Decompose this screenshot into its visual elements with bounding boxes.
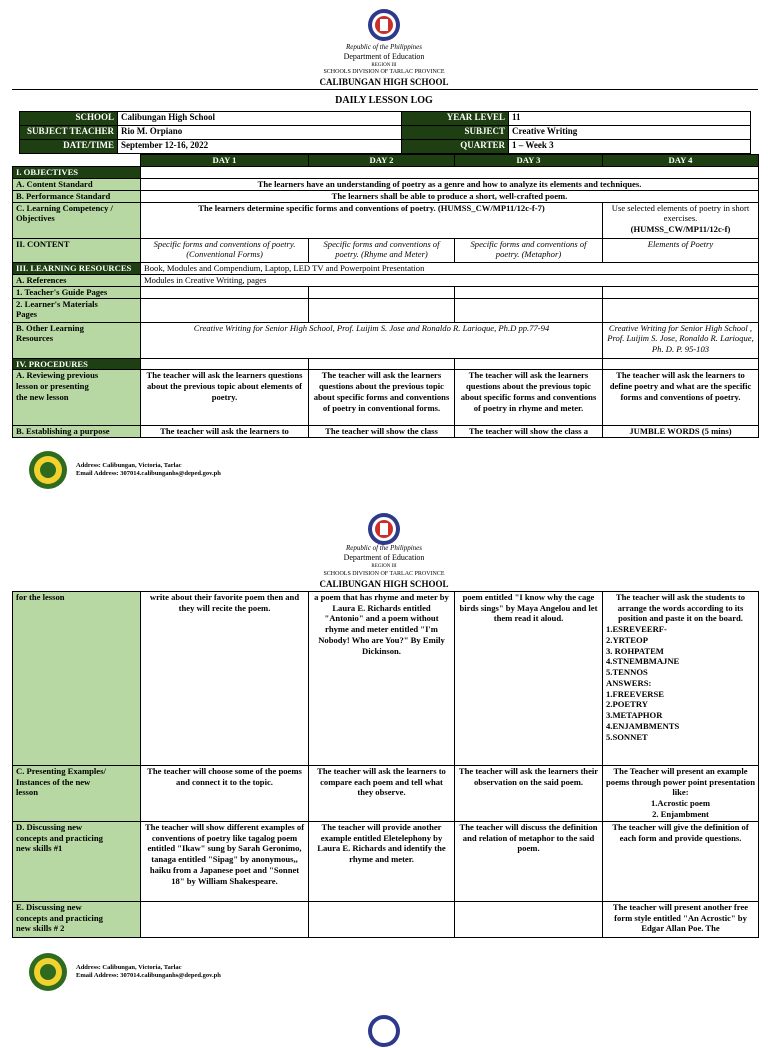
content-standard-value: The learners have an understanding of poetry as a genre and how to analyze its elements and techniques. bbox=[141, 178, 759, 190]
establishing-purpose-label-cont: for the lesson bbox=[13, 592, 141, 766]
reviewing-day-2: The teacher will ask the learners questions about the previous topic about specific forms and conventions of poetry in conventional forms. bbox=[309, 370, 455, 426]
purpose-day-1: The teacher will ask the learners to bbox=[141, 426, 309, 438]
discussing-1-day-2: The teacher will provide another example entitled Eletelephony by Laura E. Richards and identify the rhyme and meter. bbox=[309, 822, 455, 902]
teacher-value: Rio M. Orpiano bbox=[118, 126, 402, 140]
year-value: 11 bbox=[509, 112, 751, 126]
purpose-day-3: The teacher will show the class a bbox=[455, 426, 603, 438]
footer-page-2 bbox=[28, 952, 221, 997]
lesson-table-page-1 bbox=[12, 154, 759, 438]
teacher-label: SUBJECT TEACHER bbox=[20, 126, 118, 140]
quarter-label: QUARTER bbox=[402, 140, 509, 154]
info-table bbox=[19, 111, 751, 154]
reviewing-day-4: The teacher will ask the learners to define poetry and what are the specific forms and conventions of poetry. bbox=[603, 370, 759, 426]
school-label: SCHOOL bbox=[20, 112, 118, 126]
presenting-examples-label: C. Presenting Examples/ Instances of the new lesson bbox=[13, 766, 141, 822]
school-logo-icon bbox=[28, 952, 68, 992]
day-4-header: DAY 4 bbox=[603, 155, 759, 167]
jumble-list: 1.ESREVEERF- 2.YRTEOP 3. ROHPATEM 4.STNEMBMAJNE 5.TENNOS bbox=[606, 624, 680, 678]
day-2-header: DAY 2 bbox=[309, 155, 455, 167]
resources-heading: III. LEARNING RESOURCES bbox=[13, 262, 141, 274]
purpose-day-4-cont: The teacher will ask the students to arrange the words according to its position and paste it on the board. 1.ESREVEERF- 2.YRTEOP 3. ROHPATEM 4.STNEMBMAJNE 5.TENNOS ANSWERS: 1.FREEVERSE 2.POETRY 3.METAPHOR 4.ENJAMBMENTS 5.SONNET bbox=[603, 592, 759, 766]
references-label: A. References bbox=[13, 274, 141, 286]
subject-label: SUBJECT bbox=[402, 126, 509, 140]
examples-day-4: The Teacher will present an example poems through power point presentation like: 1.Acrostic poem 2. Enjambment bbox=[603, 766, 759, 822]
day-3-header: DAY 3 bbox=[455, 155, 603, 167]
school-name-heading: CALIBUNGAN HIGH SCHOOL bbox=[319, 579, 449, 589]
quarter-value: 1 – Week 3 bbox=[509, 140, 751, 154]
division-text: SCHOOLS DIVISION OF TARLAC PROVINCE bbox=[323, 69, 445, 75]
deped-seal-icon bbox=[367, 8, 401, 42]
other-resources-day-4: Creative Writing for Senior High School , Prof. Luijim S. Jose, Ronaldo R. Larioque, Ph. D. P. 95-103 bbox=[603, 322, 759, 358]
school-name-heading: CALIBUNGAN HIGH SCHOOL bbox=[319, 77, 449, 87]
subject-value: Creative Writing bbox=[509, 126, 751, 140]
content-day-1: Specific forms and conventions of poetry. (Conventional Forms) bbox=[141, 238, 309, 262]
deped-seal-icon-partial bbox=[367, 1014, 401, 1048]
purpose-day-4: JUMBLE WORDS (5 mins) bbox=[603, 426, 759, 438]
discussing-1-day-3: The teacher will discuss the definition and relation of metaphor to the said poem. bbox=[455, 822, 603, 902]
division-text: SCHOOLS DIVISION OF TARLAC PROVINCE bbox=[323, 571, 445, 577]
lesson-table-page-2 bbox=[12, 591, 759, 938]
discussing-1-day-1: The teacher will show different examples of conventions of poetry like tagalog poem entitled "Ikaw" sung by Sarah Geronimo, tanaga entitled "Sipag" by anonymous,, haiku from a Japanese poet and "Sonnet 18" by William Shakespeare. bbox=[141, 822, 309, 902]
page-2 bbox=[0, 510, 768, 1024]
reviewing-day-3: The teacher will ask the learners questions about the previous topic about specific forms and conventions of poetry in rhyme and meter. bbox=[455, 370, 603, 426]
discussing-1-day-4: The teacher will give the definition of each form and provide questions. bbox=[603, 822, 759, 902]
region-text: REGION III bbox=[371, 564, 397, 569]
footer-email: Email Address: 307014.calibunganhs@deped.gov.ph bbox=[76, 470, 221, 478]
purpose-day-1-cont: write about their favorite poem then and they will recite the poem. bbox=[141, 592, 309, 766]
content-day-2: Specific forms and conventions of poetry. (Rhyme and Meter) bbox=[309, 238, 455, 262]
reviewing-day-1: The teacher will ask the learners questions about the previous topic about elements of poetry. bbox=[141, 370, 309, 426]
discussing-1-label: D. Discussing new concepts and practicing new skills #1 bbox=[13, 822, 141, 902]
examples-day-1: The teacher will choose some of the poems and connect it to the topic. bbox=[141, 766, 309, 822]
performance-standard-value: The learners shall be able to produce a short, well-crafted poem. bbox=[141, 190, 759, 202]
reviewing-label: A. Reviewing previous lesson or presenting the new lesson bbox=[13, 370, 141, 426]
learners-materials-label: 2. Learner's Materials Pages bbox=[13, 298, 141, 322]
competency-day-4: Use selected elements of poetry in short exercises. (HUMSS_CW/MP11/12c-f) bbox=[603, 202, 759, 238]
school-value: Calibungan High School bbox=[118, 112, 402, 126]
other-resources-day-1-3: Creative Writing for Senior High School, Prof. Luijim S. Jose and Ronaldo R. Larioque, Ph.D pp.77-94 bbox=[141, 322, 603, 358]
performance-standard-label: B. Performance Standard bbox=[13, 190, 141, 202]
page-1 bbox=[0, 0, 768, 500]
answers-list: 1.FREEVERSE 2.POETRY 3.METAPHOR 4.ENJAMBMENTS 5.SONNET bbox=[606, 688, 680, 742]
examples-day-2: The teacher will ask the learners to compare each poem and tell what they observe. bbox=[309, 766, 455, 822]
purpose-day-3-cont: poem entitled "I know why the cage birds sings" by Maya Angelou and let them read it aloud. bbox=[455, 592, 603, 766]
deped-seal-icon bbox=[367, 512, 401, 546]
competency-day-1-3: The learners determine specific forms and conventions of poetry. (HUMSS_CW/MP11/12c-f-7) bbox=[141, 202, 603, 238]
references-value: Modules in Creative Writing, pages bbox=[141, 274, 759, 286]
content-standard-label: A. Content Standard bbox=[13, 178, 141, 190]
purpose-day-2: The teacher will show the class bbox=[309, 426, 455, 438]
day-1-header: DAY 1 bbox=[141, 155, 309, 167]
content-label: II. CONTENT bbox=[13, 238, 141, 262]
footer-address: Address: Calibungan, Victoria, Tarlac bbox=[76, 462, 182, 469]
examples-day-3: The teacher will ask the learners their observation on the said poem. bbox=[455, 766, 603, 822]
republic-text: Republic of the Philippines bbox=[345, 544, 422, 552]
content-day-3: Specific forms and conventions of poetry. (Metaphor) bbox=[455, 238, 603, 262]
footer-page-1 bbox=[28, 450, 221, 495]
discussing-2-day-4: The teacher will present another free form style entitled "An Acrostic" by Edgar Allan Poe. The bbox=[603, 902, 759, 938]
other-resources-label: B. Other Learning Resources bbox=[13, 322, 141, 358]
teachers-guide-label: 1. Teacher's Guide Pages bbox=[13, 286, 141, 298]
establishing-purpose-label: B. Establishing a purpose bbox=[13, 426, 141, 438]
date-label: DATE/TIME bbox=[20, 140, 118, 154]
department-text: Department of Education bbox=[343, 52, 425, 61]
resources-value: Book, Modules and Compendium, Laptop, LED TV and Powerpoint Presentation bbox=[141, 262, 759, 274]
doc-title: DAILY LESSON LOG bbox=[335, 95, 433, 106]
date-value: September 12-16, 2022 bbox=[118, 140, 402, 154]
year-label: YEAR LEVEL bbox=[402, 112, 509, 126]
procedures-heading: IV. PROCEDURES bbox=[13, 358, 141, 370]
region-text: REGION III bbox=[371, 63, 397, 68]
objectives-heading: I. OBJECTIVES bbox=[13, 167, 141, 179]
purpose-day-2-cont: a poem that has rhyme and meter by Laura E. Richards entitled "Antonio" and a poem without rhyme and meter entitled "I'm Nobody! Who are You?" By Emily Dickinson. bbox=[309, 592, 455, 766]
footer-address: Address: Calibungan, Victoria, Tarlac bbox=[76, 964, 182, 971]
footer-email: Email Address: 307014.calibunganhs@deped.gov.ph bbox=[76, 972, 221, 980]
republic-text: Republic of the Philippines bbox=[345, 43, 422, 51]
competency-label: C. Learning Competency / Objectives bbox=[13, 202, 141, 238]
school-logo-icon bbox=[28, 450, 68, 490]
header-divider bbox=[12, 89, 758, 90]
discussing-2-label: E. Discussing new concepts and practicing new skills # 2 bbox=[13, 902, 141, 938]
department-text: Department of Education bbox=[343, 553, 425, 562]
content-day-4: Elements of Poetry bbox=[603, 238, 759, 262]
